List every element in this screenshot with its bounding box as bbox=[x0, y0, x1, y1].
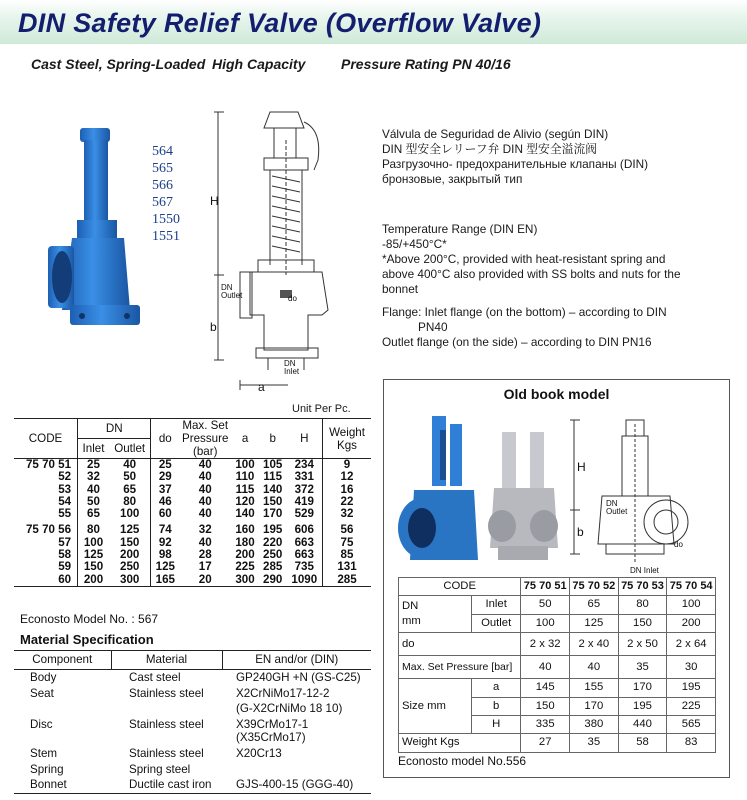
model-code: 564 bbox=[152, 144, 173, 159]
old-outlet-value: 100 bbox=[521, 614, 570, 632]
col-code: CODE bbox=[14, 419, 78, 459]
valve-photo bbox=[42, 120, 152, 346]
spec-cell: Stainless steel bbox=[129, 746, 204, 760]
model-code: 1551 bbox=[152, 229, 180, 244]
table-cell: 32 bbox=[198, 523, 212, 537]
old-code: 75 70 52 bbox=[570, 578, 619, 596]
table-cell: 115 bbox=[263, 470, 283, 484]
table-cell: 28 bbox=[198, 548, 212, 562]
table-cell: 25 bbox=[151, 459, 179, 472]
table-cell: 663 bbox=[294, 548, 314, 562]
spec-cell: X2CrNiMo17-12-2 bbox=[236, 686, 330, 700]
table-cell: 80 bbox=[123, 494, 137, 508]
econosto-model-old: Econosto model No.556 bbox=[398, 754, 527, 768]
col-dn: DN bbox=[78, 419, 151, 439]
model-code: 565 bbox=[152, 161, 173, 176]
old-h-label: H bbox=[471, 716, 520, 734]
dim-b-label: b bbox=[210, 320, 217, 334]
spec-row bbox=[14, 746, 371, 762]
spec-cell: (G-X2CrNiMo 18 10) bbox=[236, 702, 343, 716]
table-cell: 1090 bbox=[287, 574, 323, 587]
old-h-value: 335 bbox=[521, 716, 570, 734]
spec-cell: Spring bbox=[30, 762, 64, 776]
old-weight-value: 35 bbox=[570, 734, 619, 752]
col-outlet: Outlet bbox=[109, 439, 151, 459]
table-cell: 140 bbox=[235, 507, 255, 521]
description-line: Разгрузочно- предохранительные клапаны (DIN) bbox=[382, 157, 649, 171]
table-cell: 60 bbox=[151, 508, 179, 520]
old-code: 75 70 53 bbox=[618, 578, 667, 596]
old-outlet-value: 150 bbox=[618, 614, 667, 632]
spec-cell: GP240GH +N (GS-C25) bbox=[236, 671, 361, 684]
table-cell: 200 bbox=[235, 548, 255, 562]
old-dn-mm-label bbox=[399, 596, 472, 633]
old-inlet-value: 65 bbox=[570, 596, 619, 614]
table-cell: 300 bbox=[109, 574, 151, 587]
table-cell: 200 bbox=[120, 548, 140, 562]
table-cell: 75 70 51 bbox=[25, 458, 72, 471]
spec-cell bbox=[111, 701, 222, 717]
table-cell: 54 bbox=[58, 494, 72, 508]
old-h-value: 565 bbox=[667, 716, 716, 734]
old-h-value: 440 bbox=[618, 716, 667, 734]
table-cell: 9 bbox=[323, 459, 372, 472]
old-code: 75 70 54 bbox=[667, 578, 716, 596]
table-cell: 53 bbox=[58, 482, 72, 496]
spec-cell: Body bbox=[30, 671, 57, 684]
old-outlet-value: 200 bbox=[667, 614, 716, 632]
table-cell: 225 bbox=[235, 560, 255, 574]
spec-row bbox=[14, 701, 371, 717]
table-cell: 131 bbox=[323, 561, 372, 573]
table-cell: 25 bbox=[78, 459, 109, 472]
old-do-label: do bbox=[674, 540, 683, 549]
table-cell: 98 bbox=[151, 549, 179, 561]
old-valve-drawing bbox=[566, 414, 716, 574]
table-cell: 92 bbox=[151, 537, 179, 549]
old-weight-value: 27 bbox=[521, 734, 570, 752]
table-cell: 29 bbox=[151, 471, 179, 483]
material-spec-table bbox=[14, 650, 371, 794]
page-title: DIN Safety Relief Valve (Overflow Valve) bbox=[18, 8, 542, 38]
dim-a-label: a bbox=[258, 380, 265, 394]
flange-line: Flange: Inlet flange (on the bottom) – according to DIN bbox=[382, 305, 667, 319]
spec-col-material: Material bbox=[111, 651, 222, 670]
col-do: do bbox=[151, 419, 179, 459]
old-do-value: 2 x 50 bbox=[618, 633, 667, 656]
temperature-info bbox=[382, 222, 681, 297]
old-outlet-value: 125 bbox=[570, 614, 619, 632]
table-cell: 85 bbox=[323, 549, 372, 561]
old-b-value: 195 bbox=[618, 697, 667, 715]
table-cell: 120 bbox=[235, 494, 255, 508]
model-code: 566 bbox=[152, 178, 173, 193]
table-cell: 195 bbox=[263, 523, 283, 537]
spec-col-component: Component bbox=[14, 651, 111, 670]
spec-cell: Spring steel bbox=[129, 762, 191, 776]
table-cell: 115 bbox=[235, 482, 255, 496]
table-cell: 285 bbox=[263, 560, 283, 574]
old-weight-value: 58 bbox=[618, 734, 667, 752]
material-spec-title: Material Specification bbox=[20, 632, 154, 647]
table-cell: 40 bbox=[78, 484, 109, 496]
old-maxset-label: Max. Set Pressure [bar] bbox=[399, 656, 521, 679]
dn-inlet-label: DN Inlet bbox=[284, 359, 300, 376]
spec-col-en-din: EN and/or (DIN) bbox=[222, 651, 371, 670]
temperature-line: bonnet bbox=[382, 282, 419, 296]
table-cell: 165 bbox=[151, 574, 179, 587]
spec-cell bbox=[222, 762, 371, 778]
table-cell: 65 bbox=[78, 508, 109, 520]
old-model-table bbox=[398, 577, 716, 753]
table-cell: 100 bbox=[78, 537, 109, 549]
table-cell: 75 70 56 bbox=[25, 523, 72, 537]
table-cell: 250 bbox=[120, 560, 140, 574]
old-a-value: 155 bbox=[570, 679, 619, 697]
flange-info bbox=[382, 305, 667, 350]
table-cell: 140 bbox=[263, 482, 283, 496]
description-line: Válvula de Seguridad de Alivio (según DIN) bbox=[382, 127, 609, 141]
spec-cell: Bonnet bbox=[14, 777, 111, 793]
model-code: 567 bbox=[152, 195, 173, 210]
table-cell: 100 bbox=[120, 507, 140, 521]
old-do-row-label: do bbox=[399, 633, 521, 656]
temperature-line: -85/+450°C* bbox=[382, 237, 447, 251]
old-dim-H-label: H bbox=[577, 460, 586, 474]
spec-cell: Disc bbox=[30, 717, 53, 731]
table-cell: 32 bbox=[323, 508, 372, 520]
table-row bbox=[14, 520, 371, 536]
table-cell: 663 bbox=[294, 535, 314, 549]
subtitle-pressure: Pressure Rating PN 40/16 bbox=[341, 56, 511, 72]
old-maxset-value: 30 bbox=[667, 656, 716, 679]
old-valve-photo-blue bbox=[394, 410, 482, 560]
spec-row bbox=[14, 670, 371, 686]
table-cell: 200 bbox=[78, 574, 109, 587]
description-line: DIN 型安全レリーフ弁 DIN 型安全溢流阀 bbox=[382, 142, 598, 156]
old-b-value: 225 bbox=[667, 697, 716, 715]
table-cell: 150 bbox=[120, 535, 140, 549]
old-inlet-value: 80 bbox=[618, 596, 667, 614]
table-cell: 180 bbox=[235, 535, 255, 549]
old-outlet-label: Outlet bbox=[471, 614, 520, 632]
old-a-value: 195 bbox=[667, 679, 716, 697]
table-cell: 40 bbox=[198, 494, 212, 508]
old-col-code: CODE bbox=[399, 578, 521, 596]
old-code: 75 70 51 bbox=[521, 578, 570, 596]
old-valve-photo-silver bbox=[484, 428, 562, 568]
old-dim-b-label: b bbox=[577, 525, 584, 539]
table-cell: 60 bbox=[14, 574, 78, 587]
spec-row bbox=[14, 777, 371, 793]
subtitle-capacity: High Capacity bbox=[212, 56, 306, 72]
table-cell: 150 bbox=[78, 561, 109, 573]
description-line: бронзовые, закрытый тип bbox=[382, 172, 523, 186]
table-cell: 110 bbox=[235, 470, 255, 484]
table-cell: 22 bbox=[323, 496, 372, 508]
col-maxset: Max. Set Pressure (bar) bbox=[179, 419, 231, 459]
table-cell: 32 bbox=[78, 471, 109, 483]
table-cell: 40 bbox=[198, 507, 212, 521]
table-cell: 234 bbox=[294, 458, 314, 471]
table-cell: 65 bbox=[123, 482, 137, 496]
old-size-label: Size mm bbox=[399, 679, 472, 734]
old-dn-label: DN bbox=[402, 600, 419, 613]
old-weight-value: 83 bbox=[667, 734, 716, 752]
spec-cell: GJS-400-15 (GGG-40) bbox=[222, 777, 371, 793]
table-row bbox=[14, 508, 371, 520]
table-row bbox=[14, 574, 371, 587]
table-cell: 250 bbox=[263, 548, 283, 562]
table-cell: 20 bbox=[179, 574, 231, 587]
table-cell: 300 bbox=[231, 574, 259, 587]
spec-row bbox=[14, 762, 371, 778]
old-a-value: 170 bbox=[618, 679, 667, 697]
table-cell: 40 bbox=[198, 535, 212, 549]
spec-cell bbox=[14, 701, 111, 717]
dim-H-label: H bbox=[210, 194, 219, 208]
old-a-value: 145 bbox=[521, 679, 570, 697]
table-cell: 56 bbox=[323, 520, 372, 536]
old-do-value: 2 x 40 bbox=[570, 633, 619, 656]
spec-cell: Stainless steel bbox=[129, 686, 204, 700]
dn-outlet-label: DN Outlet bbox=[221, 283, 243, 300]
col-inlet: Inlet bbox=[78, 439, 109, 459]
spec-row bbox=[14, 686, 371, 702]
table-cell: 606 bbox=[294, 523, 314, 537]
spec-cell: Cast steel bbox=[129, 671, 181, 684]
table-cell: 55 bbox=[58, 507, 72, 521]
table-cell: 220 bbox=[263, 535, 283, 549]
table-cell: 75 bbox=[323, 537, 372, 549]
spec-cell: Ductile cast iron bbox=[111, 777, 222, 793]
temperature-line: *Above 200°C, provided with heat-resistant spring and bbox=[382, 252, 666, 266]
col-a: a bbox=[231, 419, 259, 459]
table-cell: 57 bbox=[58, 535, 72, 549]
table-cell: 125 bbox=[151, 561, 179, 573]
table-cell: 17 bbox=[198, 560, 212, 574]
table-cell: 125 bbox=[78, 549, 109, 561]
spec-cell: Stem bbox=[30, 746, 58, 760]
table-cell: 529 bbox=[294, 507, 314, 521]
old-b-value: 150 bbox=[521, 697, 570, 715]
table-cell: 285 bbox=[323, 574, 372, 587]
table-cell: 419 bbox=[294, 494, 314, 508]
old-a-label: a bbox=[471, 679, 520, 697]
table-cell: 125 bbox=[120, 523, 140, 537]
old-b-label: b bbox=[471, 697, 520, 715]
old-maxset-value: 35 bbox=[618, 656, 667, 679]
old-maxset-value: 40 bbox=[570, 656, 619, 679]
table-cell: 37 bbox=[151, 484, 179, 496]
table-cell: 80 bbox=[78, 520, 109, 536]
old-inlet-value: 100 bbox=[667, 596, 716, 614]
table-cell: 74 bbox=[151, 520, 179, 536]
old-maxset-value: 40 bbox=[521, 656, 570, 679]
table-cell: 52 bbox=[58, 470, 72, 484]
old-do-value: 2 x 32 bbox=[521, 633, 570, 656]
table-row bbox=[14, 561, 371, 573]
table-cell: 58 bbox=[58, 548, 72, 562]
spec-cell: X39CrMo17-1 (X35CrMo17) bbox=[236, 717, 309, 745]
spec-cell: Seat bbox=[30, 686, 54, 700]
spec-cell: Stainless steel bbox=[129, 717, 204, 731]
table-cell: 290 bbox=[259, 574, 287, 587]
table-cell: 735 bbox=[294, 560, 314, 574]
old-model-panel bbox=[383, 379, 730, 778]
table-cell: 40 bbox=[198, 458, 212, 471]
col-weight: Weight Kgs bbox=[323, 419, 372, 459]
old-mm-label: mm bbox=[402, 615, 421, 628]
old-dn-inlet-label: DN Inlet bbox=[630, 566, 659, 575]
old-do-value: 2 x 64 bbox=[667, 633, 716, 656]
table-cell: 40 bbox=[198, 482, 212, 496]
multilingual-description bbox=[382, 127, 648, 187]
flange-line: PN40 bbox=[418, 320, 448, 334]
col-b: b bbox=[259, 419, 287, 459]
old-dn-outlet-label: DN Outlet bbox=[606, 499, 628, 516]
table-cell: 50 bbox=[123, 470, 137, 484]
econosto-model-main: Econosto Model No. : 567 bbox=[20, 612, 159, 626]
col-h: H bbox=[287, 419, 323, 459]
subtitle-construction: Cast Steel, Spring-Loaded bbox=[31, 56, 206, 72]
spec-row bbox=[14, 717, 371, 746]
table-cell: 40 bbox=[123, 458, 137, 471]
table-cell: 100 bbox=[235, 458, 255, 471]
dimension-table bbox=[14, 418, 371, 587]
table-cell: 40 bbox=[198, 470, 212, 484]
valve-technical-drawing bbox=[200, 100, 360, 395]
table-cell: 12 bbox=[323, 471, 372, 483]
model-code-list bbox=[152, 143, 180, 245]
table-cell: 16 bbox=[323, 484, 372, 496]
temperature-line: Temperature Range (DIN EN) bbox=[382, 222, 538, 236]
table-cell: 372 bbox=[294, 482, 314, 496]
model-code: 1550 bbox=[152, 212, 180, 227]
table-cell: 59 bbox=[58, 560, 72, 574]
old-b-value: 170 bbox=[570, 697, 619, 715]
old-inlet-value: 50 bbox=[521, 596, 570, 614]
table-row bbox=[14, 471, 371, 483]
table-cell: 331 bbox=[294, 470, 314, 484]
table-cell: 46 bbox=[151, 496, 179, 508]
do-label: do bbox=[288, 294, 297, 303]
table-cell: 50 bbox=[78, 496, 109, 508]
table-cell: 160 bbox=[235, 523, 255, 537]
old-inlet-label: Inlet bbox=[471, 596, 520, 614]
old-h-value: 380 bbox=[570, 716, 619, 734]
spec-cell: X20Cr13 bbox=[236, 746, 282, 760]
table-cell: 170 bbox=[263, 507, 283, 521]
flange-line: Outlet flange (on the side) – according to DIN PN16 bbox=[382, 335, 652, 349]
table-cell: 105 bbox=[263, 458, 283, 471]
table-cell: 150 bbox=[263, 494, 283, 508]
old-weight-label: Weight Kgs bbox=[399, 734, 521, 752]
old-model-title: Old book model bbox=[503, 386, 610, 402]
temperature-line: above 400°C also provided with SS bolts and nuts for the bbox=[382, 267, 681, 281]
unit-note: Unit Per Pc. bbox=[292, 403, 351, 415]
